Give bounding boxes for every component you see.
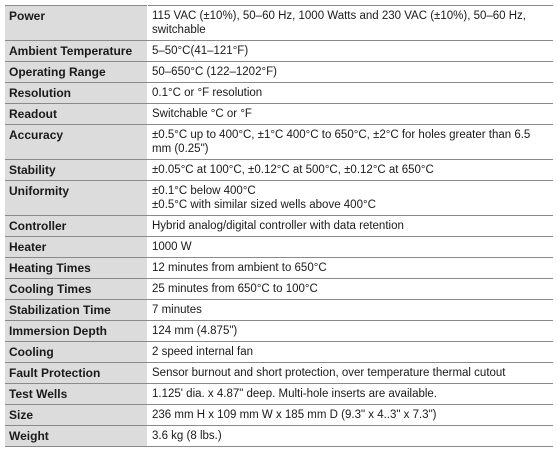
spec-value	[148, 279, 554, 300]
spec-value	[148, 300, 554, 321]
spec-label: Heating Times	[5, 258, 148, 279]
spec-value-line: Sensor burnout and short protection, over temperature thermal cutout	[152, 367, 506, 379]
spec-value-line: 12 minutes from ambient to 650°C	[152, 262, 327, 274]
spec-row	[5, 426, 553, 447]
spec-row	[5, 405, 553, 426]
spec-value-line: 0.1°C or °F resolution	[152, 87, 263, 99]
spec-value	[148, 342, 554, 363]
spec-label: Accuracy	[5, 125, 148, 160]
spec-value	[148, 125, 554, 160]
spec-row	[5, 6, 553, 41]
spec-value	[148, 41, 554, 62]
spec-value	[148, 258, 554, 279]
spec-label: Resolution	[5, 83, 148, 104]
spec-value-line: 7 minutes	[152, 304, 202, 316]
spec-value-line: 2 speed internal fan	[152, 346, 254, 358]
specifications-table-body	[5, 6, 553, 447]
spec-row	[5, 125, 553, 160]
spec-row	[5, 181, 553, 216]
spec-value-line: 3.6 kg (8 lbs.)	[152, 430, 222, 442]
spec-value	[148, 6, 554, 41]
spec-row	[5, 41, 553, 62]
spec-label: Cooling	[5, 342, 148, 363]
spec-value-line: 25 minutes from 650°C to 100°C	[152, 283, 318, 295]
spec-row	[5, 321, 553, 342]
spec-label: Stabilization Time	[5, 300, 148, 321]
spec-value-line: 1000 W	[152, 241, 192, 253]
spec-label: Controller	[5, 216, 148, 237]
spec-value-line: 50–650°C (122–1202°F)	[152, 66, 277, 78]
spec-label: Weight	[5, 426, 148, 447]
spec-row	[5, 216, 553, 237]
spec-value-line: ±0.05°C at 100°C, ±0.12°C at 500°C, ±0.12°C at 650°C	[152, 164, 434, 176]
spec-value-line: ±0.5°C with similar sized wells above 400°C	[152, 199, 376, 211]
spec-value-line: 5–50°C(41–121°F)	[152, 45, 249, 57]
spec-label: Operating Range	[5, 62, 148, 83]
spec-value-line: Hybrid analog/digital controller with data retention	[152, 220, 404, 232]
spec-row	[5, 258, 553, 279]
spec-row	[5, 104, 553, 125]
spec-value	[148, 321, 554, 342]
spec-row	[5, 160, 553, 181]
spec-label: Test Wells	[5, 384, 148, 405]
spec-label: Uniformity	[5, 181, 148, 216]
spec-row	[5, 342, 553, 363]
spec-value-line: 115 VAC (±10%), 50–60 Hz, 1000 Watts and 230 VAC (±10%), 50–60 Hz, switchable	[152, 10, 527, 36]
spec-row	[5, 363, 553, 384]
spec-value	[148, 160, 554, 181]
spec-label: Cooling Times	[5, 279, 148, 300]
spec-value	[148, 426, 554, 447]
spec-value	[148, 405, 554, 426]
spec-value	[148, 181, 554, 216]
spec-row	[5, 62, 553, 83]
spec-row	[5, 83, 553, 104]
spec-value	[148, 104, 554, 125]
spec-value-line: Switchable °C or °F	[152, 108, 252, 120]
spec-value-line: 124 mm (4.875")	[152, 325, 238, 337]
spec-label: Immersion Depth	[5, 321, 148, 342]
spec-value	[148, 237, 554, 258]
spec-value	[148, 83, 554, 104]
spec-row	[5, 279, 553, 300]
spec-value-line: ±0.5°C up to 400°C, ±1°C 400°C to 650°C, ±2°C for holes greater than 6.5 mm (0.25")	[152, 129, 531, 155]
spec-value	[148, 216, 554, 237]
spec-value	[148, 363, 554, 384]
spec-label: Power	[5, 6, 148, 41]
spec-label: Fault Protection	[5, 363, 148, 384]
spec-label: Size	[5, 405, 148, 426]
spec-label: Heater	[5, 237, 148, 258]
specifications-table	[5, 5, 553, 447]
spec-label: Readout	[5, 104, 148, 125]
spec-value-line: ±0.1°C below 400°C	[152, 185, 256, 197]
spec-value	[148, 384, 554, 405]
spec-row	[5, 384, 553, 405]
spec-label: Ambient Temperature	[5, 41, 148, 62]
spec-value-line: 1.125' dia. x 4.87" deep. Multi-hole inserts are available.	[152, 388, 438, 400]
spec-label: Stability	[5, 160, 148, 181]
spec-value	[148, 62, 554, 83]
spec-value-line: 236 mm H x 109 mm W x 185 mm D (9.3" x 4..3" x 7.3")	[152, 409, 437, 421]
spec-row	[5, 300, 553, 321]
spec-row	[5, 237, 553, 258]
